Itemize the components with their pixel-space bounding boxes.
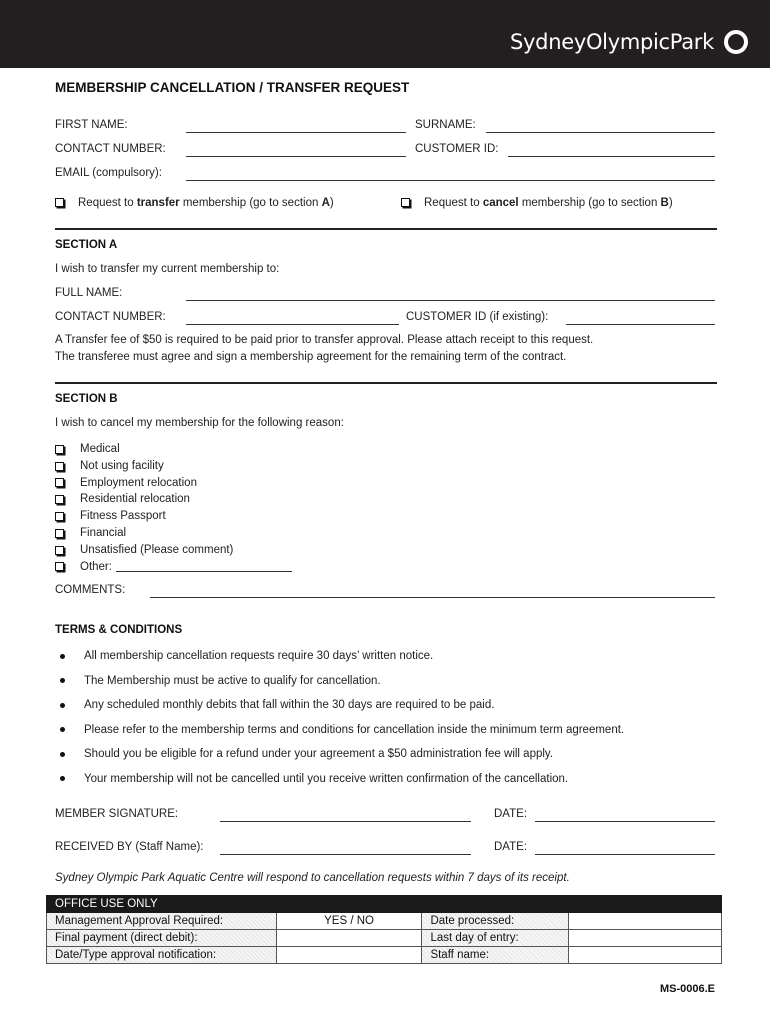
approval-notification-cell[interactable]	[276, 947, 422, 964]
terms-item: The Membership must be active to qualify for cancellation.	[58, 673, 624, 698]
office-row-label: Date/Type approval notification:	[47, 947, 277, 964]
bullet-icon	[60, 703, 65, 708]
terms-item: Should you be eligible for a refund under your agreement a $50 administration fee will apply.	[58, 746, 624, 771]
contact-number-field[interactable]	[186, 156, 406, 157]
full-name-field[interactable]	[186, 300, 715, 301]
section-a-intro: I wish to transfer my current membership to:	[55, 263, 280, 275]
bullet-icon	[60, 678, 65, 683]
reason-checkbox[interactable]	[55, 495, 64, 504]
approval-yes-no[interactable]: YES / NO	[276, 913, 422, 930]
section-divider	[55, 382, 717, 384]
member-date-field[interactable]	[535, 821, 715, 822]
terms-item: Any scheduled monthly debits that fall within the 30 days are required to be paid.	[58, 697, 624, 722]
reason-employment-relocation[interactable]: Employment relocation	[55, 475, 292, 492]
cancel-option[interactable]: Request to cancel membership (go to section B)	[401, 197, 673, 209]
surname-field[interactable]	[486, 132, 715, 133]
terms-heading: TERMS & CONDITIONS	[55, 624, 183, 636]
office-row-label: Last day of entry:	[422, 930, 569, 947]
received-by-label: RECEIVED BY (Staff Name):	[55, 841, 204, 853]
reason-checkbox[interactable]	[55, 478, 64, 487]
reason-fitness-passport[interactable]: Fitness Passport	[55, 508, 292, 525]
reason-checkbox[interactable]	[55, 529, 64, 538]
terms-item: Please refer to the membership terms and conditions for cancellation inside the minimum term agreement.	[58, 722, 624, 747]
response-time-note: Sydney Olympic Park Aquatic Centre will respond to cancellation requests within 7 days of its receipt.	[55, 872, 570, 884]
logo-ring-icon	[724, 30, 748, 54]
received-by-field[interactable]	[220, 854, 471, 855]
full-name-label: FULL NAME:	[55, 287, 123, 299]
received-date-label: DATE:	[494, 841, 528, 853]
reason-checkbox[interactable]	[55, 562, 64, 571]
reason-not-using-facility[interactable]: Not using facility	[55, 458, 292, 475]
office-row-label: Management Approval Required:	[47, 913, 277, 930]
email-field[interactable]	[186, 180, 715, 181]
transfer-checkbox[interactable]	[55, 198, 64, 207]
office-row-label: Final payment (direct debit):	[47, 930, 277, 947]
section-divider	[55, 228, 717, 230]
contact-number-label: CONTACT NUMBER:	[55, 143, 166, 155]
final-payment-cell[interactable]	[276, 930, 422, 947]
page-header	[0, 0, 770, 68]
bullet-icon	[60, 752, 65, 757]
reason-other[interactable]: Other:	[55, 559, 292, 576]
transfer-fee-note: A Transfer fee of $50 is required to be paid prior to transfer approval. Please attach receipt to this request.	[55, 334, 594, 346]
first-name-label: FIRST NAME:	[55, 119, 128, 131]
reason-checkbox[interactable]	[55, 462, 64, 471]
reason-medical[interactable]: Medical	[55, 441, 292, 458]
transfer-option[interactable]: Request to transfer membership (go to section A)	[55, 197, 334, 209]
reason-checkbox[interactable]	[55, 445, 64, 454]
bullet-icon	[60, 654, 65, 659]
terms-item: Your membership will not be cancelled until you receive written confirmation of the cancellation.	[58, 771, 624, 796]
reason-checkbox[interactable]	[55, 512, 64, 521]
transferee-customer-id-label: CUSTOMER ID (if existing):	[406, 311, 549, 323]
office-row-label: Staff name:	[422, 947, 569, 964]
member-date-label: DATE:	[494, 808, 528, 820]
member-signature-label: MEMBER SIGNATURE:	[55, 808, 179, 820]
member-signature-field[interactable]	[220, 821, 471, 822]
email-label: EMAIL (compulsory):	[55, 167, 162, 179]
section-a-heading: SECTION A	[55, 239, 118, 251]
section-b-intro: I wish to cancel my membership for the following reason:	[55, 417, 344, 429]
office-use-header-row	[47, 896, 722, 913]
terms-list	[58, 648, 624, 795]
office-row-label: Date processed:	[422, 913, 569, 930]
table-row	[47, 913, 722, 930]
bullet-icon	[60, 776, 65, 781]
form-code: MS-0006.E	[659, 983, 715, 995]
last-day-of-entry-cell[interactable]	[569, 930, 722, 947]
transferee-contact-field[interactable]	[186, 324, 399, 325]
other-reason-field[interactable]	[116, 561, 292, 572]
section-b-heading: SECTION B	[55, 393, 118, 405]
form-title: MEMBERSHIP CANCELLATION / TRANSFER REQUEST	[55, 80, 410, 95]
office-use-header: OFFICE USE ONLY	[47, 896, 277, 913]
comments-label: COMMENTS:	[55, 584, 126, 596]
cancellation-reasons-list	[55, 441, 292, 575]
table-row	[47, 930, 722, 947]
terms-item: All membership cancellation requests require 30 days’ written notice.	[58, 648, 624, 673]
surname-label: SURNAME:	[415, 119, 476, 131]
received-date-field[interactable]	[535, 854, 715, 855]
staff-name-cell[interactable]	[569, 947, 722, 964]
transferee-customer-id-field[interactable]	[566, 324, 715, 325]
table-row	[47, 947, 722, 964]
reason-checkbox[interactable]	[55, 546, 64, 555]
transferee-contact-label: CONTACT NUMBER:	[55, 311, 166, 323]
reason-unsatisfied[interactable]: Unsatisfied (Please comment)	[55, 542, 292, 559]
customer-id-field[interactable]	[508, 156, 715, 157]
reason-residential-relocation[interactable]: Residential relocation	[55, 491, 292, 508]
sydney-olympic-park-logo	[510, 30, 748, 54]
bullet-icon	[60, 727, 65, 732]
transfer-agreement-note: The transferee must agree and sign a membership agreement for the remaining term of the contract.	[55, 351, 567, 363]
date-processed-cell[interactable]	[569, 913, 722, 930]
logo-wordmark: SydneyOlympicPark	[510, 30, 714, 54]
first-name-field[interactable]	[186, 132, 406, 133]
reason-financial[interactable]: Financial	[55, 525, 292, 542]
customer-id-label: CUSTOMER ID:	[415, 143, 499, 155]
comments-field[interactable]	[150, 597, 715, 598]
cancel-checkbox[interactable]	[401, 198, 410, 207]
office-use-table	[46, 895, 722, 964]
